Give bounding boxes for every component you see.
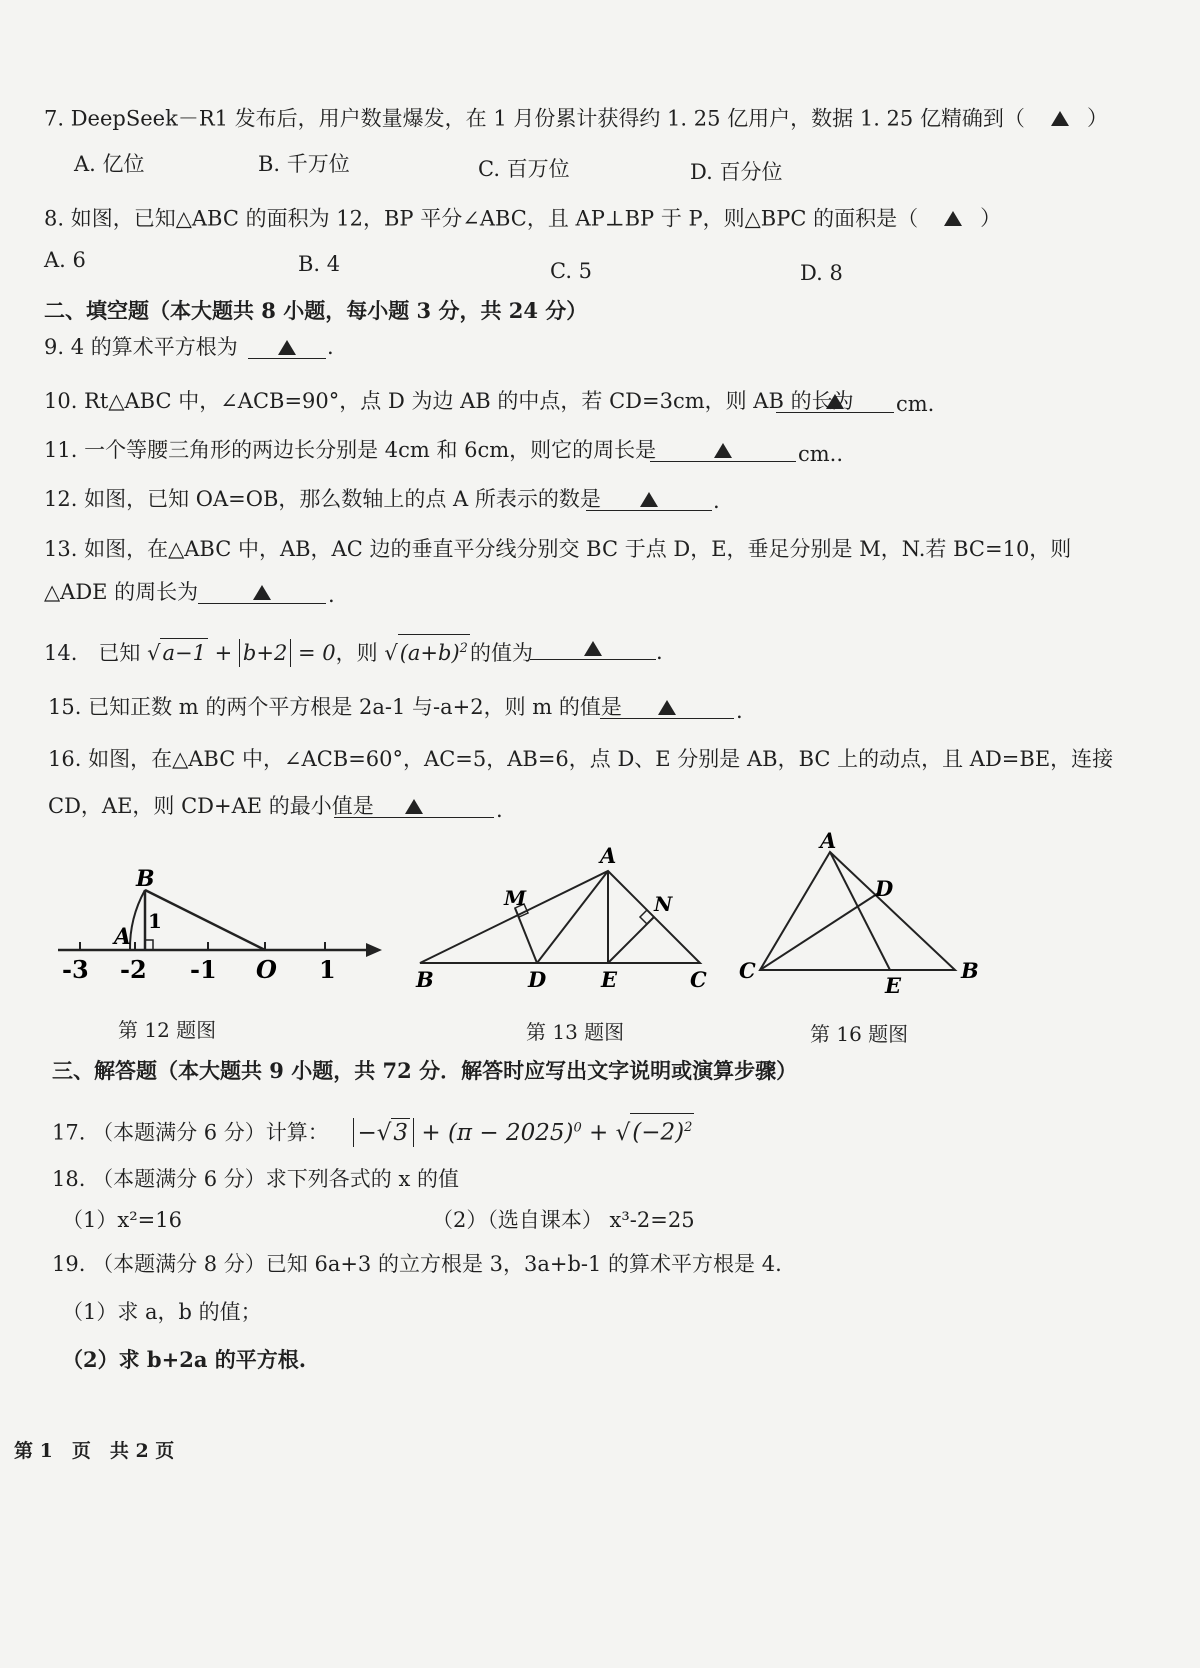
segment-ae bbox=[830, 852, 890, 970]
q14-expression-formula: $√(a+b)^2$ bbox=[384, 641, 470, 665]
label-d: D bbox=[528, 967, 547, 992]
q13-end: . bbox=[328, 583, 335, 607]
q15-end: . bbox=[736, 699, 743, 723]
question-14 bbox=[44, 634, 533, 667]
question-13-line2: △ADE 的周长为 bbox=[44, 580, 199, 604]
answer-marker-icon bbox=[714, 443, 732, 458]
question-19-part2: （2）求 b+2a 的平方根. bbox=[62, 1347, 307, 1372]
q8-option-c: C. 5 bbox=[550, 259, 593, 283]
question-16-line2: CD，AE，则 CD+AE 的最小值是 bbox=[48, 794, 374, 818]
answer-blank bbox=[530, 635, 656, 660]
answer-blank bbox=[334, 793, 494, 818]
q7-option-a: A. 亿位 bbox=[74, 152, 145, 176]
paren-close: ） bbox=[1086, 106, 1108, 130]
question-18: 18. （本题满分 6 分）求下列各式的 x 的值 bbox=[52, 1167, 459, 1191]
answer-marker-icon bbox=[1051, 111, 1069, 126]
segment-ad bbox=[537, 871, 608, 963]
label-a: A bbox=[600, 845, 617, 868]
label-e: E bbox=[601, 967, 618, 992]
tick-label-neg3: -3 bbox=[62, 955, 89, 984]
question-11: 11. 一个等腰三角形的两边长分别是 4cm 和 6cm，则它的周长是 bbox=[44, 438, 657, 462]
answer-marker-icon bbox=[253, 585, 271, 600]
answer-blank bbox=[776, 388, 894, 413]
figure-13-caption: 第 13 题图 bbox=[526, 1020, 625, 1044]
question-15: 15. 已知正数 m 的两个平方根是 2a-1 与-a+2，则 m 的值是 bbox=[48, 695, 622, 719]
paren-close: ） bbox=[980, 206, 1002, 230]
question-13-line1: 13. 如图，在△ABC 中，AB，AC 边的垂直平分线分别交 BC 于点 D，E，垂足分别是 M，N.若 BC=10，则 bbox=[44, 537, 1072, 561]
figure-16-caption: 第 16 题图 bbox=[810, 1022, 909, 1046]
q14-condition-formula: √a−1 + b+2 = 0 bbox=[147, 641, 336, 665]
q14-pre: 14. 已知 bbox=[44, 641, 141, 665]
arrow-icon bbox=[366, 943, 382, 957]
question-10: 10. Rt△ABC 中，∠ACB=90°，点 D 为边 AB 的中点，若 CD=3cm，则 AB 的长为 bbox=[44, 389, 854, 413]
answer-blank bbox=[650, 437, 796, 462]
answer-marker-icon bbox=[826, 394, 844, 409]
figure-12-caption: 第 12 题图 bbox=[118, 1018, 217, 1042]
right-angle-mark bbox=[640, 910, 654, 924]
question-8-text: 8. 如图，已知△ABC 的面积为 12，BP 平分∠ABC，且 AP⊥BP 于 P，则△BPC 的面积是（ bbox=[44, 206, 919, 231]
compass-arc bbox=[130, 890, 145, 950]
answer-marker-icon bbox=[640, 492, 658, 507]
q14-post: 的值为 bbox=[469, 641, 533, 665]
label-e: E bbox=[885, 973, 902, 998]
section-3-heading: 三、解答题（本大题共 9 小题，共 72 分．解答时应写出文字说明或演算步骤） bbox=[52, 1058, 798, 1083]
q7-option-c: C. 百万位 bbox=[478, 157, 570, 181]
answer-blank bbox=[586, 486, 712, 511]
label-b: B bbox=[961, 958, 979, 983]
q12-end: . bbox=[713, 489, 720, 513]
label-c: C bbox=[690, 967, 707, 992]
question-16-line1: 16. 如图，在△ABC 中，∠ACB=60°，AC=5，AB=6，点 D、E 分别是 AB，BC 上的动点，且 AD=BE，连接 bbox=[48, 747, 1114, 771]
q7-option-b: B. 千万位 bbox=[258, 152, 350, 176]
q16-end: . bbox=[496, 798, 503, 822]
label-n: N bbox=[654, 892, 673, 916]
triangle-abc bbox=[760, 852, 955, 970]
q17-formula: $-√3 + (\pi - 2025)^0 + √(-2)^2$ bbox=[353, 1120, 694, 1146]
answer-marker-icon bbox=[405, 799, 423, 814]
q14-end: . bbox=[656, 640, 663, 664]
question-19: 19. （本题满分 8 分）已知 6a+3 的立方根是 3，3a+b-1 的算术平方根是 4. bbox=[52, 1252, 782, 1276]
section-2-heading: 二、填空题（本大题共 8 小题，每小题 3 分，共 24 分） bbox=[44, 298, 588, 323]
tick-label-neg2: -2 bbox=[120, 955, 147, 984]
figure-13 bbox=[410, 845, 720, 1000]
label-d: D bbox=[875, 876, 894, 901]
label-angle-1: 1 bbox=[148, 909, 162, 933]
q10-end: cm. bbox=[896, 392, 935, 416]
question-7 bbox=[44, 104, 1108, 133]
tick-label-1: 1 bbox=[319, 955, 336, 984]
answer-marker-icon bbox=[944, 211, 962, 226]
page-footer: 第 1 页 共 2 页 bbox=[14, 1440, 175, 1462]
question-8 bbox=[44, 204, 1001, 233]
label-m: M bbox=[504, 886, 527, 910]
q8-option-a: A. 6 bbox=[44, 248, 86, 272]
question-17-text: 17. （本题满分 6 分）计算： bbox=[52, 1120, 329, 1145]
q9-end: . bbox=[327, 335, 334, 359]
answer-marker-icon bbox=[658, 700, 676, 715]
tick-label-o: O bbox=[256, 955, 277, 984]
q8-option-d: D. 8 bbox=[800, 261, 843, 285]
segment-cd bbox=[760, 892, 880, 970]
q14-mid: ，则 bbox=[335, 641, 378, 665]
segment-ob bbox=[145, 890, 265, 950]
label-a: A bbox=[820, 830, 837, 853]
question-18-part1: （1）x²=16 bbox=[62, 1208, 182, 1232]
answer-blank bbox=[198, 579, 326, 604]
label-a: A bbox=[114, 924, 132, 950]
q11-end: cm.. bbox=[798, 442, 844, 466]
answer-marker-icon bbox=[278, 340, 296, 355]
q7-option-d: D. 百分位 bbox=[690, 160, 783, 184]
tick-label-neg1: -1 bbox=[190, 955, 217, 984]
question-7-text: 7. DeepSeek－R1 发布后，用户数量爆发，在 1 月份累计获得约 1. 25 亿用户，数据 1. 25 亿精确到（ bbox=[44, 106, 1025, 131]
question-19-part1: （1）求 a，b 的值； bbox=[62, 1300, 262, 1324]
question-9: 9. 4 的算术平方根为 bbox=[44, 335, 238, 359]
answer-marker-icon bbox=[584, 641, 602, 656]
answer-blank bbox=[248, 334, 326, 359]
question-17 bbox=[52, 1113, 694, 1147]
q8-option-b: B. 4 bbox=[298, 252, 341, 276]
label-b: B bbox=[416, 967, 434, 992]
figure-12 bbox=[50, 860, 390, 1000]
question-12: 12. 如图，已知 OA=OB，那么数轴上的点 A 所表示的数是 bbox=[44, 487, 601, 511]
label-b: B bbox=[136, 866, 155, 892]
question-18-part2: （2）（选自课本） x³-2=25 bbox=[432, 1208, 695, 1232]
figure-16 bbox=[735, 830, 985, 1005]
triangle-abc bbox=[420, 871, 700, 963]
answer-blank bbox=[600, 694, 734, 719]
label-c: C bbox=[739, 958, 756, 983]
